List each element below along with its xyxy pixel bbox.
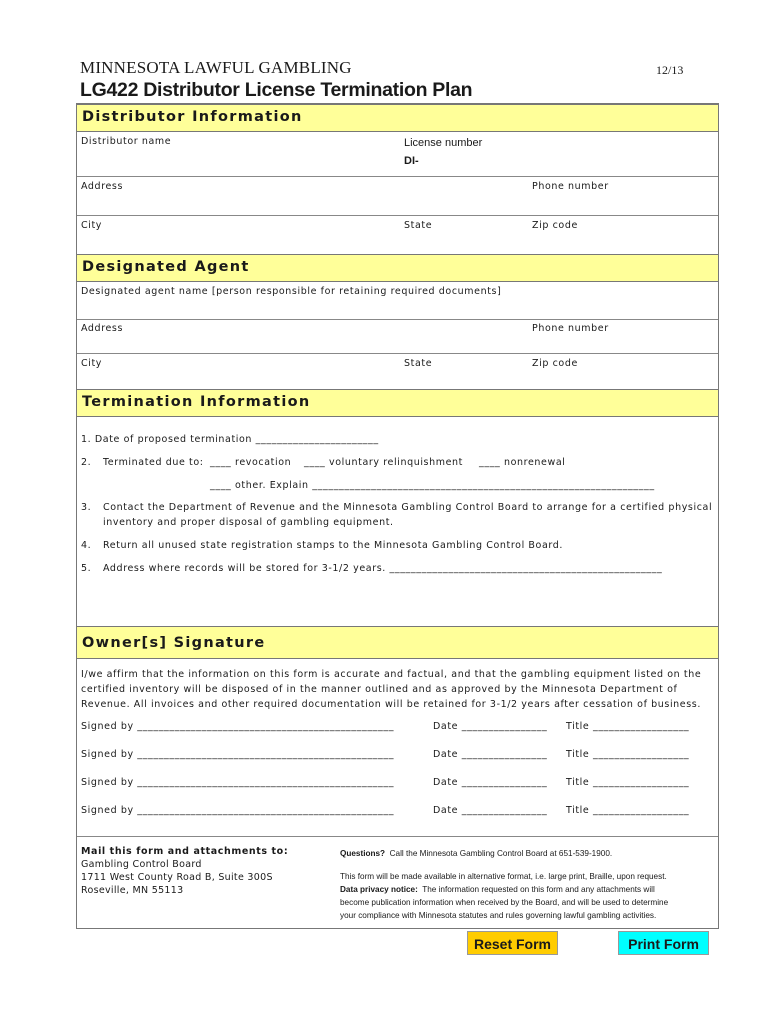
agent-address-field[interactable]: Address	[81, 323, 124, 334]
divider	[77, 353, 718, 354]
agent-section-title: Designated Agent	[82, 259, 250, 275]
distributor-section-header	[77, 104, 718, 132]
privacy-text: your compliance with Minnesota statutes and rules governing lawful gambling activities.	[340, 911, 657, 920]
distributor-phone-field[interactable]: Phone number	[532, 181, 609, 192]
questions-text: Call the Minnesota Gambling Control Board at 651-539-1900.	[389, 849, 613, 858]
alt-format-notice: This form will be made available in alternative format, i.e. large print, Braille, upon request.	[340, 872, 667, 881]
signed-by-field[interactable]: Signed by ________________________________________________	[81, 749, 395, 760]
termination-date-field[interactable]: 1. Date of proposed termination _______________________	[81, 434, 379, 445]
questions-label: Questions?	[340, 849, 386, 858]
item-number: 5.	[81, 563, 92, 574]
terminated-due-to-label: Terminated due to:	[103, 457, 204, 468]
print-form-button[interactable]: Print Form	[618, 931, 709, 955]
item-number: 2.	[81, 457, 92, 468]
form-revision-date: 12/13	[656, 63, 684, 77]
form-body	[76, 103, 719, 929]
other-explain-field[interactable]: ____ other. Explain ________________________________________________________________	[210, 480, 655, 491]
termination-section-title: Termination Information	[82, 394, 311, 410]
organization-name: MINNESOTA LAWFUL GAMBLING	[80, 58, 352, 77]
form-title: LG422 Distributor License Termination Plan	[80, 79, 473, 101]
agent-name-field[interactable]: Designated agent name [person responsible for retaining required documents]	[81, 286, 502, 297]
distributor-section-title: Distributor Information	[82, 109, 303, 125]
inventory-instruction: Contact the Department of Revenue and the Minnesota Gambling Control Board to arrange for a certified physical inventory and proper disposal of gambling equipment.	[103, 502, 713, 528]
distributor-state-field[interactable]: State	[404, 220, 433, 231]
divider	[77, 319, 718, 320]
agent-city-field[interactable]: City	[81, 358, 103, 369]
distributor-name-field[interactable]: Distributor name	[81, 136, 172, 147]
reset-form-button[interactable]: Reset Form	[467, 931, 558, 955]
mail-heading: Mail this form and attachments to:	[81, 846, 289, 857]
item-number: 4.	[81, 540, 92, 551]
distributor-zip-field[interactable]: Zip code	[532, 220, 578, 231]
item-number: 3.	[81, 502, 92, 513]
privacy-label: Data privacy notice:	[340, 885, 418, 894]
mail-address-line: 1711 West County Road B, Suite 300S	[81, 872, 273, 883]
license-number-label: License number	[404, 137, 483, 149]
signature-date-field[interactable]: Date ________________	[433, 805, 548, 816]
agent-zip-field[interactable]: Zip code	[532, 358, 578, 369]
voluntary-relinquishment-option[interactable]: ____ voluntary relinquishment	[304, 457, 463, 468]
agent-state-field[interactable]: State	[404, 358, 433, 369]
signature-date-field[interactable]: Date ________________	[433, 721, 548, 732]
distributor-address-field[interactable]: Address	[81, 181, 124, 192]
privacy-text: The information requested on this form and any attachments will	[422, 885, 655, 894]
nonrenewal-option[interactable]: ____ nonrenewal	[479, 457, 566, 468]
termination-section-header	[77, 389, 718, 417]
signer-title-field[interactable]: Title __________________	[566, 721, 690, 732]
questions-line	[340, 847, 612, 860]
agent-phone-field[interactable]: Phone number	[532, 323, 609, 334]
signer-title-field[interactable]: Title __________________	[566, 777, 690, 788]
privacy-text: become publication information when received by the Board, and will be used to determine	[340, 898, 669, 907]
divider	[77, 215, 718, 216]
divider	[77, 176, 718, 177]
distributor-city-field[interactable]: City	[81, 220, 103, 231]
mail-address-line: Gambling Control Board	[81, 859, 202, 870]
stamps-instruction: Return all unused state registration stamps to the Minnesota Gambling Control Board.	[103, 540, 563, 551]
affirmation-text: I/we affirm that the information on this form is accurate and factual, and that the gambling equipment listed on the certified inventory will be disposed of in the manner outlined and as approved by the Minnesota Department of Revenue. All invoices and other required documentation will be retained for 3-1/2 years after cessation of business.	[81, 669, 702, 710]
signed-by-field[interactable]: Signed by ________________________________________________	[81, 777, 395, 788]
revocation-option[interactable]: ____ revocation	[210, 457, 292, 468]
agent-section-header	[77, 254, 718, 282]
divider	[77, 836, 718, 837]
signature-section-header	[77, 626, 718, 659]
mail-address-line: Roseville, MN 55113	[81, 885, 184, 896]
signature-date-field[interactable]: Date ________________	[433, 749, 548, 760]
signature-date-field[interactable]: Date ________________	[433, 777, 548, 788]
signed-by-field[interactable]: Signed by ________________________________________________	[81, 721, 395, 732]
license-number-field[interactable]: DI-	[404, 155, 419, 167]
signer-title-field[interactable]: Title __________________	[566, 749, 690, 760]
records-address-field[interactable]: Address where records will be stored for 3-1/2 years. ___________________________________________________	[103, 563, 663, 574]
privacy-line	[340, 883, 655, 896]
signed-by-field[interactable]: Signed by ________________________________________________	[81, 805, 395, 816]
signature-section-title: Owner[s] Signature	[82, 635, 266, 651]
signer-title-field[interactable]: Title __________________	[566, 805, 690, 816]
